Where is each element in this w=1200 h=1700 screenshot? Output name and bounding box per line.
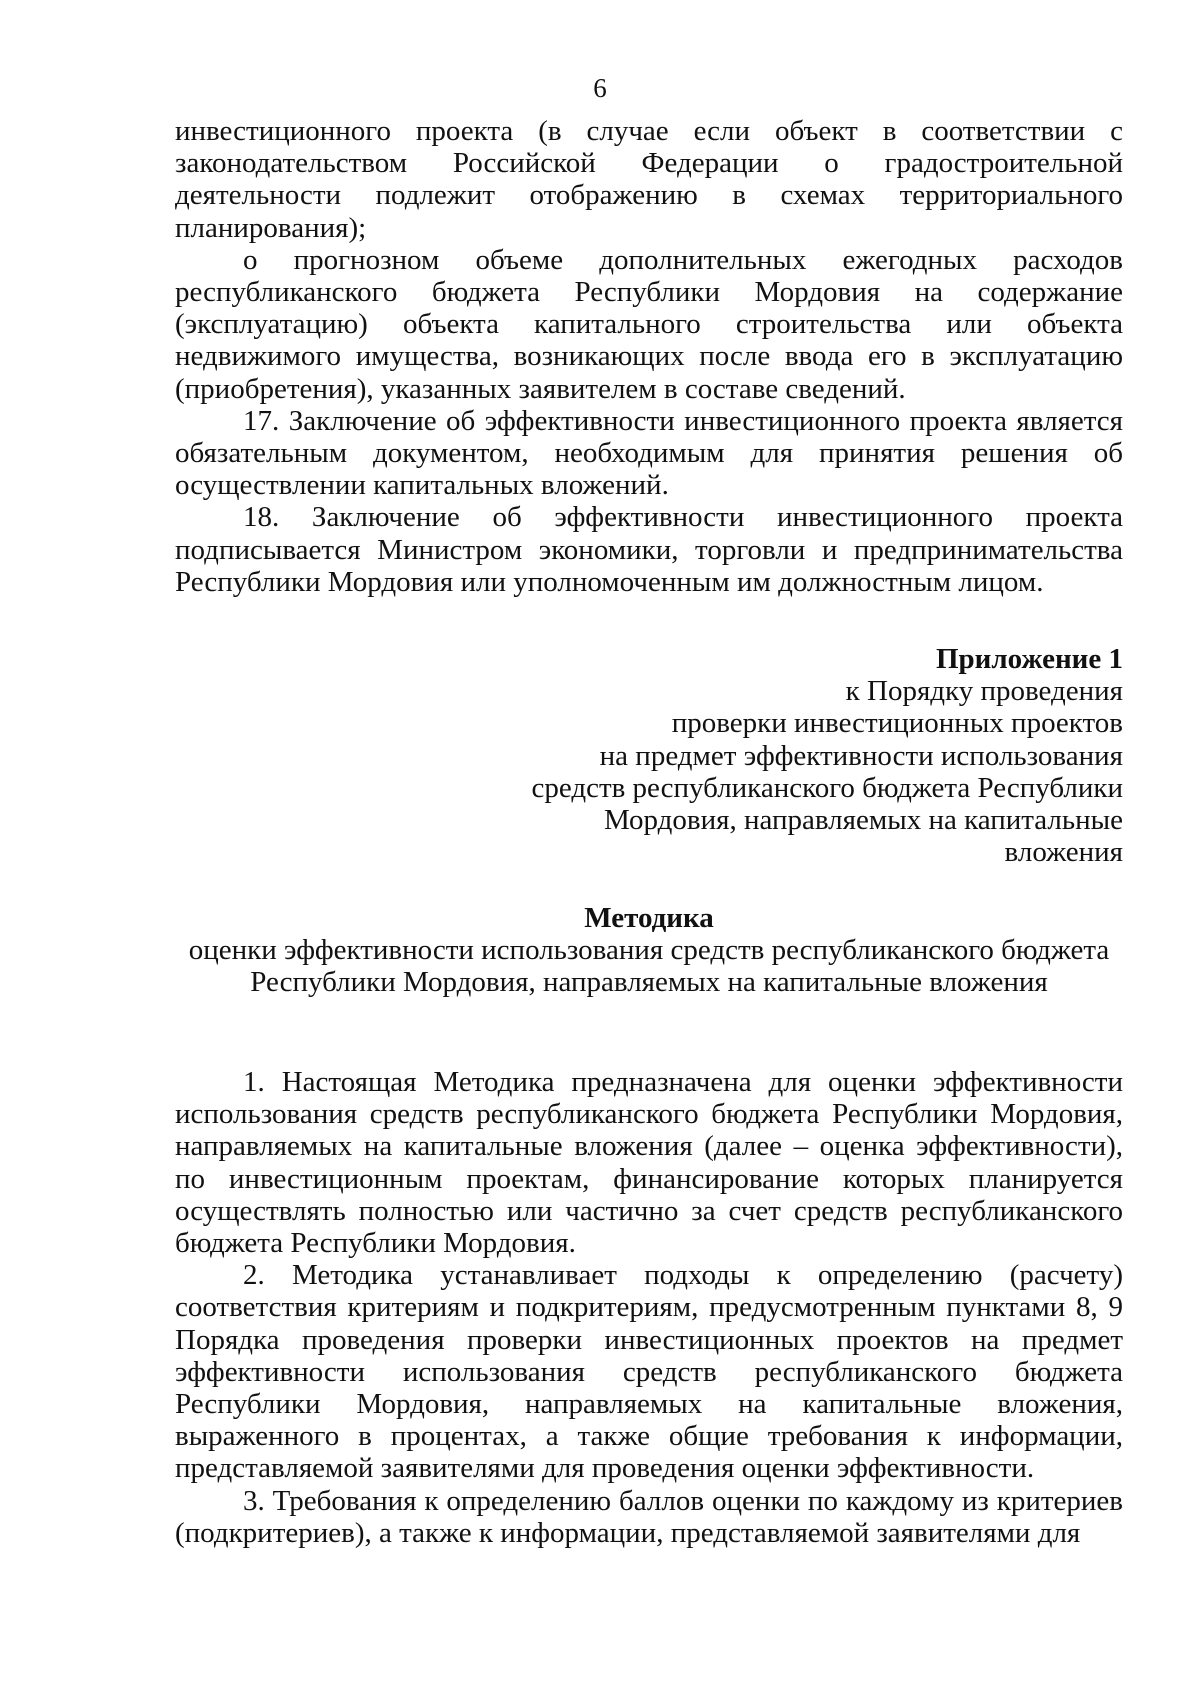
appendix-line: на предмет эффективности использования — [599, 739, 1123, 772]
appendix-line: вложения — [1004, 836, 1123, 869]
paragraph-continuation: инвестиционного проекта (в случае если объект в соответствии с законодательством Российской Федерации о градостроительной деятельности подлежит отображению в схемах территориального планирования); — [175, 115, 1123, 244]
methodology-title: Методика — [584, 902, 714, 934]
paragraph-forecast-expenses: о прогнозном объеме дополнительных ежегодных расходов республиканского бюджета Республики Мордовия на содержание (эксплуатацию) объекта капитального строительства или объекта недвижимого имущества, возникающих после ввода его в эксплуатацию (приобретения), указанных заявителем в составе сведений. — [175, 243, 1123, 405]
methodology-heading — [175, 902, 1123, 999]
paragraph-item-17: 17. Заключение об эффективности инвестиционного проекта является обязательным документом, необходимым для принятия решения об осуществлении капитальных вложений. — [175, 404, 1123, 502]
methodology-text-section — [175, 1066, 1123, 1549]
paragraph-item-2: 2. Методика устанавливает подходы к определению (расчету) соответствия критериям и подкритериям, предусмотренным пунктами 8, 9 Порядка проведения проверки инвестиционных проектов на предмет эффективности использования средств республиканского бюджета Республики Мордовия, направляемых на капитальные вложения, выраженного в процентах, а также общие требования к информации, представляемой заявителями для проведения оценки эффективности. — [175, 1259, 1123, 1485]
top-text-section — [175, 115, 1123, 598]
appendix-title: Приложение 1 — [936, 643, 1123, 675]
paragraph-item-18: 18. Заключение об эффективности инвестиционного проекта подписывается Министром экономики, торговли и предпринимательства Республики Мордовия или уполномоченным им должностным лицом. — [175, 501, 1123, 598]
page-number: 6 — [593, 73, 607, 103]
paragraph-item-3: 3. Требования к определению баллов оценки по каждому из критериев (подкритериев), а также к информации, представляемой заявителями для — [175, 1484, 1123, 1549]
paragraph-item-1: 1. Настоящая Методика предназначена для оценки эффективности использования средств республиканского бюджета Республики Мордовия, направляемых на капитальные вложения (далее – оценка эффективности), по инвестиционным проектам, финансирование которых планируется осуществлять полностью или частично за счет средств республиканского бюджета Республики Мордовия. — [175, 1066, 1123, 1260]
appendix-header — [175, 643, 1123, 868]
appendix-line: средств республиканского бюджета Республики — [531, 771, 1123, 804]
appendix-line: Мордовия, направляемых на капитальные — [603, 804, 1123, 837]
methodology-subtitle-line: Республики Мордовия, направляемых на капитальные вложения — [250, 966, 1048, 999]
appendix-line: проверки инвестиционных проектов — [671, 707, 1123, 740]
methodology-subtitle-line: оценки эффективности использования средств республиканского бюджета — [188, 934, 1110, 967]
appendix-line: к Порядку проведения — [845, 675, 1123, 708]
